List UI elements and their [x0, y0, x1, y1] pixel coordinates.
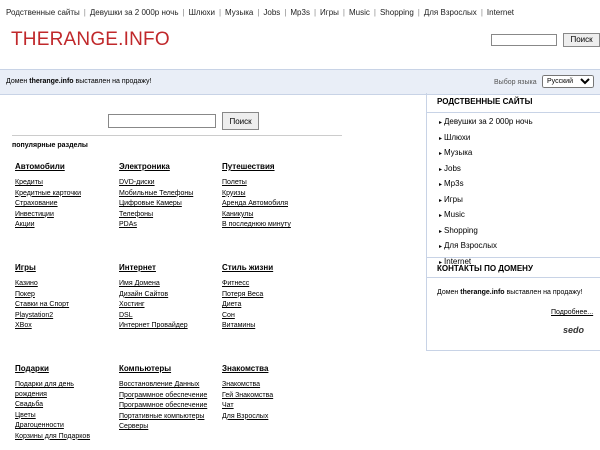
contact-suffix: выставлен на продажу!	[504, 289, 583, 296]
arrow-icon: ▸	[439, 259, 443, 266]
topnav-link[interactable]: Mp3s	[290, 8, 310, 17]
category-title[interactable]: Игры	[15, 263, 36, 272]
category-link[interactable]: Фитнесс	[222, 280, 250, 287]
category-link[interactable]: Цифровые Камеры	[119, 200, 182, 208]
sale-prefix: Домен	[6, 78, 30, 85]
category-link[interactable]: Мобильные Телефоны	[119, 189, 194, 197]
arrow-icon: ▸	[439, 197, 443, 204]
category-link[interactable]: Портативные компьютеры	[119, 412, 205, 420]
category-link[interactable]: Кредиты	[15, 179, 43, 186]
category-block	[222, 263, 273, 332]
topnav-link[interactable]: Музыка	[225, 8, 254, 17]
category-link[interactable]: Гей Знакомства	[222, 391, 274, 399]
arrow-icon: ▸	[439, 151, 443, 157]
category-link[interactable]: Каникулы	[222, 210, 254, 218]
category-link[interactable]: Ставки на Спорт	[15, 301, 70, 309]
sale-domain: therange.info	[29, 78, 74, 85]
topnav-link[interactable]: Shopping	[379, 8, 414, 17]
category-link[interactable]: Сон	[222, 311, 235, 319]
sale-suffix: выставлен на продажу!	[73, 78, 152, 85]
related-site-label: Для Взрослых	[444, 241, 497, 250]
nav-separator: |	[373, 8, 376, 17]
category-link[interactable]: Playstation2	[15, 311, 54, 319]
category-link[interactable]: Восстановление Данных	[119, 381, 200, 388]
category-block	[222, 162, 291, 231]
language-label: Выбор языка	[494, 79, 537, 86]
topnav-link[interactable]: Девушки за 2 000р ночь	[89, 8, 179, 17]
category-link[interactable]: Казино	[15, 280, 38, 287]
category-title[interactable]: Компьютеры	[119, 364, 172, 373]
arrow-icon: ▸	[439, 228, 443, 235]
nav-separator: |	[417, 8, 420, 17]
sale-bar	[0, 69, 600, 95]
related-site-label: Internet	[444, 256, 472, 266]
category-title[interactable]: Подарки	[15, 364, 49, 373]
nav-separator: |	[342, 8, 345, 17]
category-link[interactable]: Инвестиции	[15, 210, 54, 218]
topnav-link[interactable]: Jobs	[263, 8, 281, 17]
related-site-label: Игры	[444, 194, 463, 204]
sedo-logo: sedo	[563, 325, 585, 335]
nav-separator: |	[218, 8, 222, 17]
sidebar	[426, 93, 600, 351]
contact-prefix: Домен	[437, 289, 461, 296]
sidebar-divider	[427, 277, 600, 278]
category-link[interactable]: Чат	[222, 402, 234, 410]
category-link[interactable]: Аренда Автомобиля	[222, 200, 288, 208]
sidebar-divider	[427, 257, 600, 258]
nav-separator: |	[480, 8, 483, 17]
arrow-icon: ▸	[439, 135, 443, 142]
category-link[interactable]: Серверы	[119, 423, 149, 431]
related-site-item[interactable]	[439, 224, 533, 240]
sidebar-divider	[427, 112, 600, 113]
header-search-button[interactable]: Поиск	[563, 33, 599, 47]
category-link[interactable]: Покер	[15, 290, 35, 298]
nav-separator: |	[83, 8, 86, 17]
category-title[interactable]: Знакомства	[222, 364, 269, 373]
category-title[interactable]: Путешествия	[222, 162, 275, 171]
category-block	[119, 364, 207, 433]
topnav-link[interactable]: Music	[348, 8, 370, 17]
related-site-item[interactable]	[439, 193, 533, 209]
category-link[interactable]: Корзины для Подарков	[15, 432, 91, 440]
arrow-icon: ▸	[439, 244, 443, 250]
related-site-item[interactable]	[439, 131, 533, 147]
topnav-link[interactable]: Игры	[320, 8, 339, 17]
nav-separator: |	[313, 8, 317, 17]
arrow-icon: ▸	[439, 120, 443, 126]
related-site-label: Музыка	[444, 148, 473, 157]
category-link[interactable]: DSL	[119, 311, 133, 319]
category-title[interactable]: Интернет	[119, 263, 156, 272]
category-link[interactable]: Программное обеспечение	[119, 391, 208, 399]
more-link[interactable]: Подробнее...	[551, 309, 594, 316]
category-link[interactable]: PDAs	[119, 221, 137, 229]
nav-separator: |	[257, 8, 260, 17]
topnav-link[interactable]: Internet	[486, 8, 515, 17]
category-link[interactable]: Подарки для день рождения	[15, 381, 74, 398]
category-link[interactable]: Дизайн Сайтов	[119, 290, 169, 298]
contact-domain: therange.info	[460, 289, 505, 296]
related-site-item[interactable]	[439, 239, 533, 255]
related-sites-list	[439, 115, 533, 270]
nav-separator: |	[182, 8, 185, 17]
category-link[interactable]: Программное обеспечение	[119, 402, 208, 410]
arrow-icon: ▸	[439, 182, 443, 188]
category-title[interactable]: Электроника	[119, 162, 170, 171]
contact-notice	[437, 289, 582, 296]
related-site-item[interactable]	[439, 177, 533, 193]
category-link[interactable]: Драгоценности	[15, 422, 64, 430]
category-link[interactable]: Интернет Провайдер	[119, 322, 188, 330]
topnav-link[interactable]: Родственные сайты	[6, 8, 80, 17]
category-title[interactable]: Автомобили	[15, 162, 65, 171]
related-site-label: Jobs	[444, 163, 461, 173]
category-link[interactable]: Диета	[222, 301, 242, 309]
domain-contacts-title: КОНТАКТЫ ПО ДОМЕНУ	[437, 264, 533, 273]
category-link[interactable]: Телефоны	[119, 210, 154, 218]
related-site-item[interactable]	[439, 208, 533, 224]
category-link[interactable]: DVD-диски	[119, 179, 155, 186]
main-search-button[interactable]: Поиск	[222, 112, 258, 130]
related-site-label: Music	[444, 210, 465, 219]
category-link[interactable]: Кредитные карточки	[15, 189, 81, 197]
related-site-item[interactable]	[439, 115, 533, 131]
category-link[interactable]: В последнюю минуту	[222, 221, 291, 229]
category-link[interactable]: Круизы	[222, 189, 246, 197]
top-navigation	[6, 8, 514, 17]
category-link[interactable]: Знакомства	[222, 381, 261, 388]
topnav-link[interactable]: Для Взрослых	[423, 8, 477, 17]
popular-sections-label: популярные разделы	[12, 142, 88, 149]
site-logo[interactable]: THERANGE.INFO	[11, 29, 170, 50]
related-site-label: Shopping	[444, 225, 478, 235]
category-block	[119, 263, 188, 332]
category-link[interactable]: Витамины	[222, 322, 256, 330]
category-block	[15, 263, 69, 332]
related-site-label: Mp3s	[444, 179, 464, 188]
category-link[interactable]: Цветы	[15, 411, 36, 419]
topnav-link[interactable]: Шлюхи	[188, 8, 215, 17]
category-block	[15, 162, 81, 231]
category-link[interactable]: Имя Домена	[119, 280, 160, 287]
category-link[interactable]: Свадьба	[15, 401, 44, 408]
sale-notice	[6, 78, 151, 85]
category-link[interactable]: Страхование	[15, 200, 58, 208]
main-search-input[interactable]	[108, 114, 216, 128]
related-site-label: Девушки за 2 000р ночь	[444, 117, 533, 126]
related-site-item[interactable]	[439, 162, 533, 178]
header-search	[491, 31, 600, 49]
category-block	[15, 364, 103, 442]
category-link[interactable]: Потеря Веса	[222, 290, 264, 298]
category-link[interactable]: Хостинг	[119, 301, 145, 309]
main-search	[108, 112, 259, 130]
related-site-item[interactable]	[439, 146, 533, 162]
related-sites-title: РОДСТВЕННЫЕ САЙТЫ	[437, 97, 533, 106]
divider	[12, 135, 342, 136]
category-link[interactable]: Для Взрослых	[222, 412, 269, 420]
category-block	[119, 162, 193, 231]
arrow-icon: ▸	[439, 166, 443, 173]
category-block	[222, 364, 273, 422]
category-link[interactable]: Полеты	[222, 179, 247, 186]
related-site-label: Шлюхи	[444, 132, 471, 142]
header-search-input[interactable]	[491, 34, 557, 46]
nav-separator: |	[284, 8, 287, 17]
language-select[interactable]	[542, 75, 594, 88]
category-link[interactable]: Акции	[15, 221, 35, 229]
category-link[interactable]: XBox	[15, 322, 32, 330]
category-title[interactable]: Стиль жизни	[222, 263, 274, 272]
arrow-icon: ▸	[439, 213, 443, 219]
